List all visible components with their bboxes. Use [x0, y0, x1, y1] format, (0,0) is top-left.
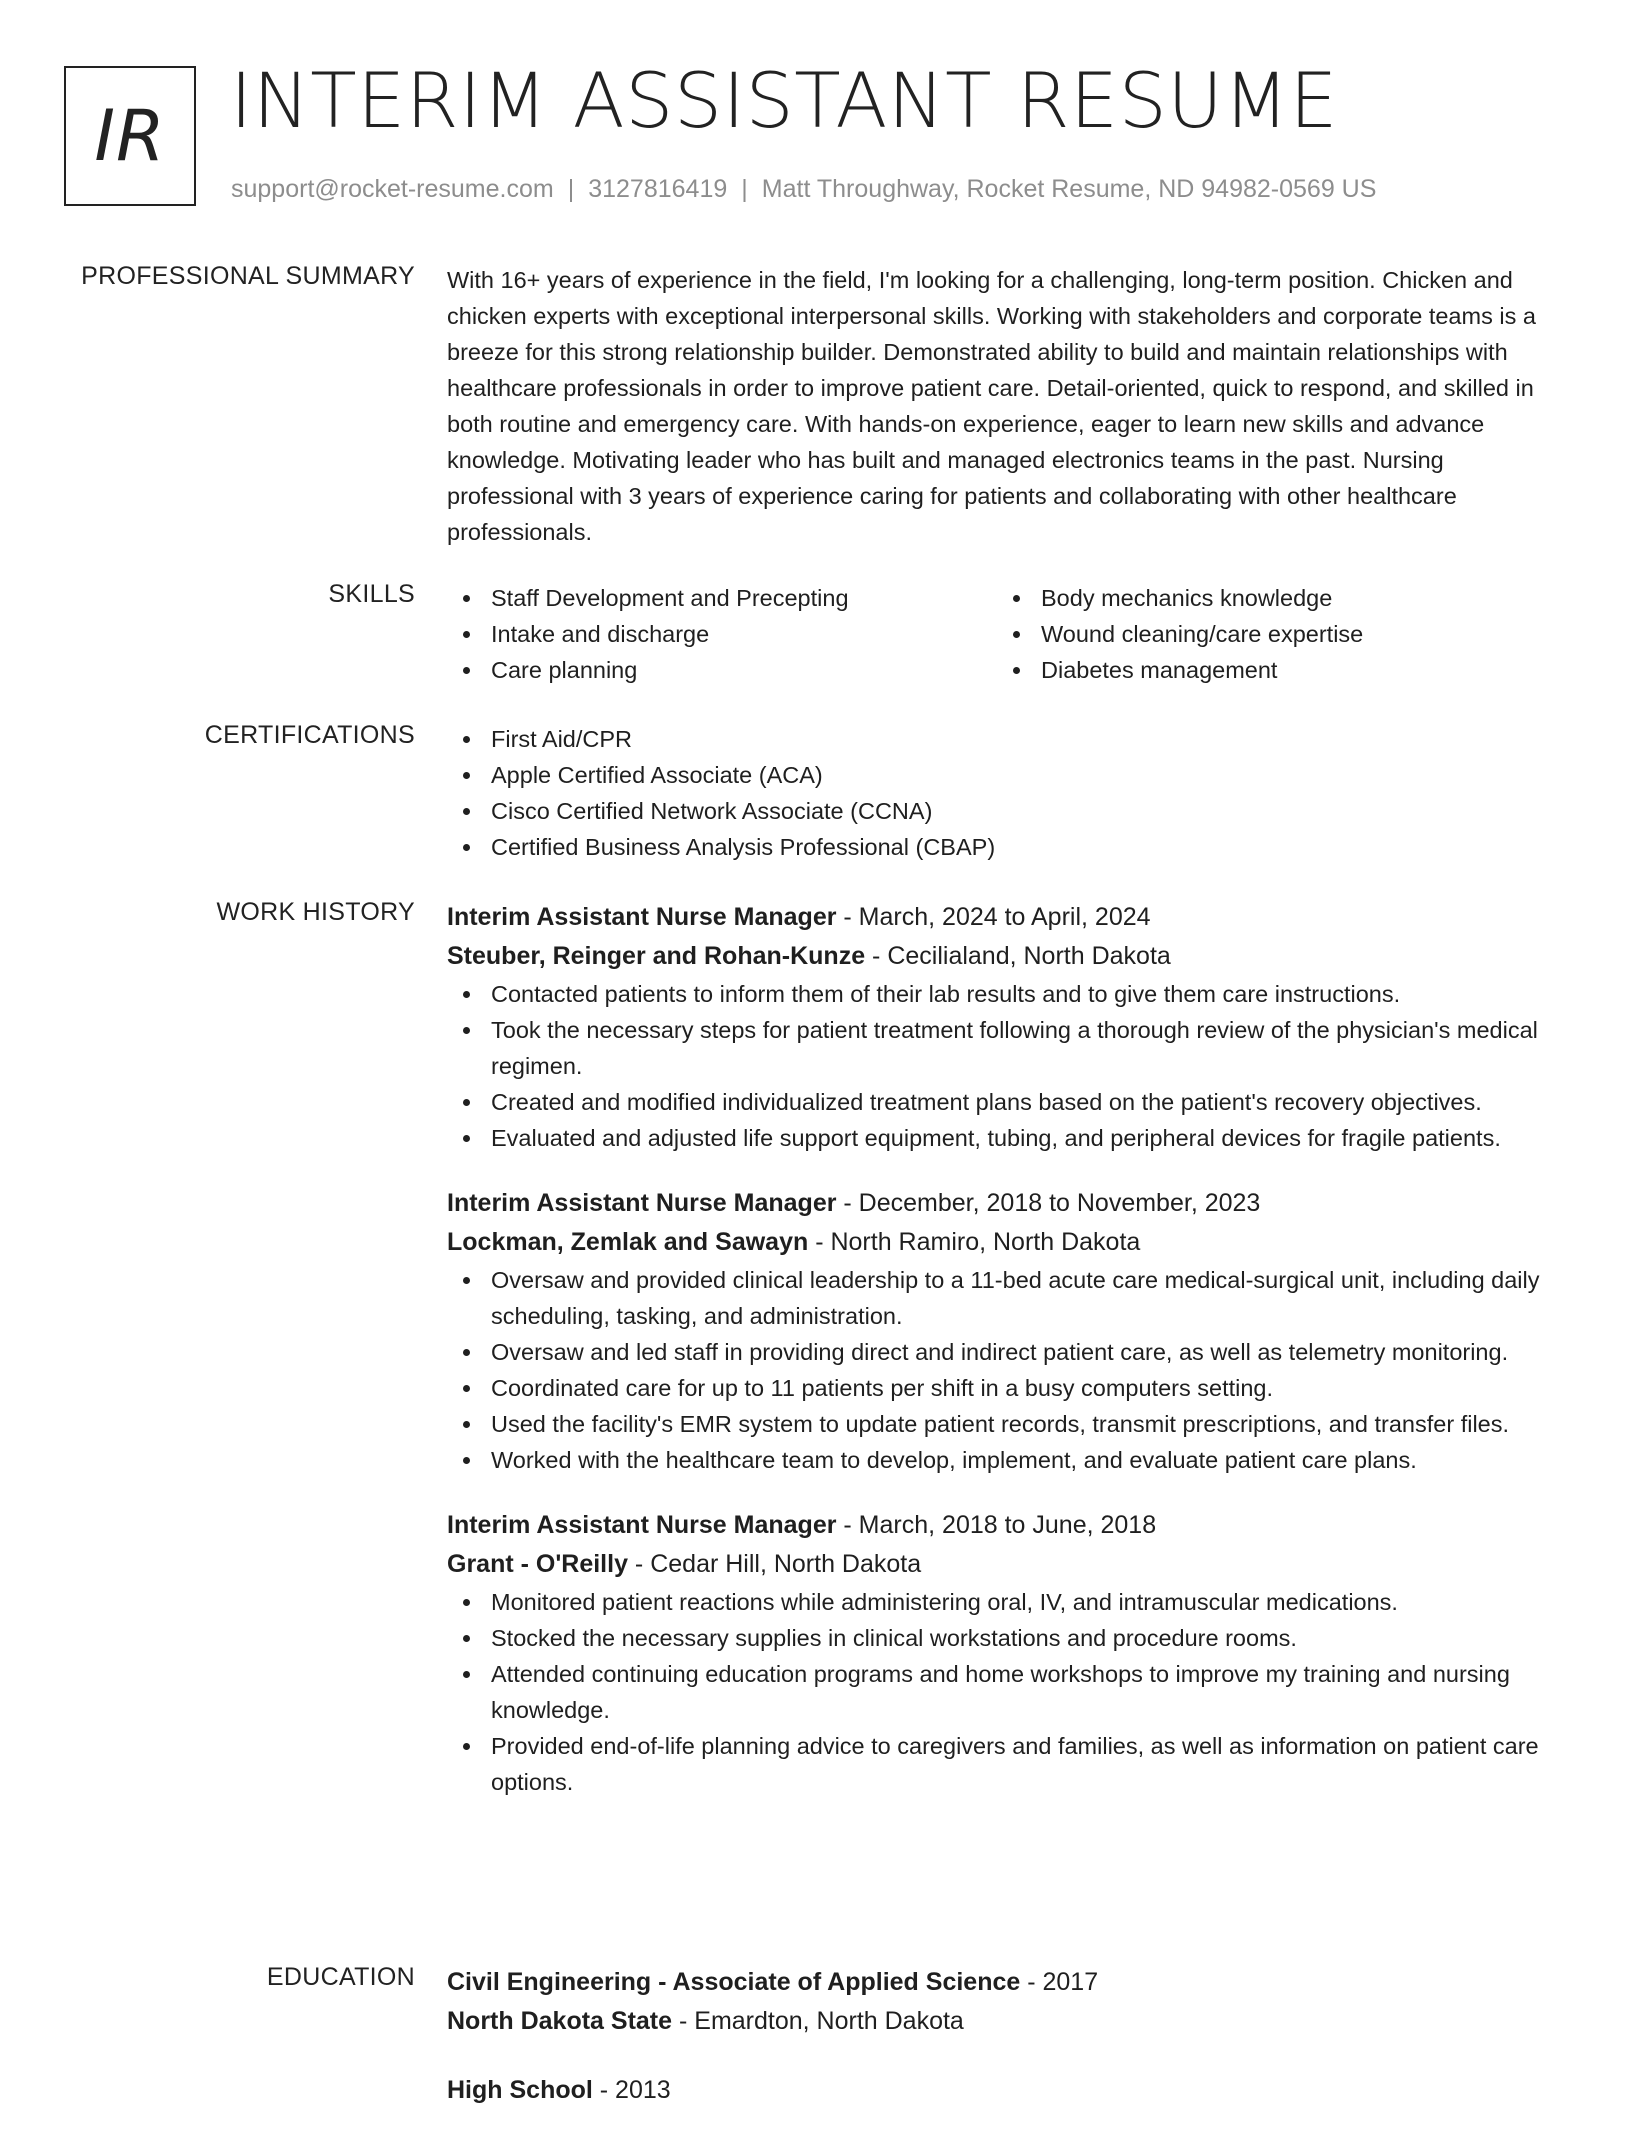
duty-item — [447, 1334, 1567, 1370]
contact-line — [231, 175, 1376, 204]
job-location: - North Ramiro, North Dakota — [808, 1228, 1141, 1256]
education-location: - Emardton, North Dakota — [672, 2007, 964, 2035]
duty-item — [447, 1584, 1567, 1620]
skill-item — [447, 616, 997, 652]
bullet-dot — [463, 631, 470, 638]
certification-text: First Aid/CPR — [491, 726, 633, 752]
education-school-line — [447, 2002, 1567, 2041]
duty-text: Took the necessary steps for patient treatment following a thorough review of the physician's medical regimen. — [491, 1017, 1538, 1079]
job-dates: - March, 2018 to June, 2018 — [836, 1511, 1157, 1539]
contact-email: support@rocket-resume.com — [231, 175, 554, 203]
skill-text: Wound cleaning/care expertise — [1041, 621, 1364, 647]
bullet-dot — [463, 1385, 470, 1392]
job-title-line — [447, 1184, 1567, 1223]
job-title: Interim Assistant Nurse Manager — [447, 1189, 837, 1217]
skills-body — [447, 580, 1567, 688]
job-company-line — [447, 1223, 1567, 1262]
duty-item — [447, 1262, 1567, 1334]
education-degree: Civil Engineering - Associate of Applied Science — [447, 1968, 1021, 1996]
job-entry — [447, 1184, 1567, 1478]
bullet-dot — [463, 1099, 470, 1106]
duty-item — [447, 1406, 1567, 1442]
duty-item — [447, 1370, 1567, 1406]
bullet-dot — [463, 1135, 470, 1142]
bullet-dot — [1013, 631, 1020, 638]
job-company: Lockman, Zemlak and Sawayn — [447, 1228, 809, 1256]
duty-item — [447, 1012, 1567, 1084]
bullet-dot — [463, 1599, 470, 1606]
job-duties — [447, 1262, 1567, 1478]
bullet-dot — [463, 1457, 470, 1464]
job-location: - Cedar Hill, North Dakota — [627, 1550, 922, 1578]
certification-item — [447, 721, 1567, 757]
duty-text: Attended continuing education programs and home workshops to improve my training and nursing knowledge. — [491, 1661, 1510, 1723]
contact-phone: 3127816419 — [588, 175, 728, 203]
job-duties — [447, 1584, 1567, 1800]
contact-separator: | — [567, 175, 575, 203]
bullet-dot — [463, 1277, 470, 1284]
bullet-dot — [463, 772, 470, 779]
duty-text: Provided end-of-life planning advice to caregivers and families, as well as information on patient care options. — [491, 1733, 1539, 1795]
monogram-initials: IR — [94, 95, 166, 177]
skill-item — [997, 580, 1547, 616]
duty-text: Evaluated and adjusted life support equipment, tubing, and peripheral devices for fragile patients. — [491, 1125, 1501, 1151]
duty-item — [447, 1728, 1567, 1800]
job-company: Grant - O'Reilly — [447, 1550, 628, 1578]
bullet-dot — [463, 1421, 470, 1428]
certifications-body — [447, 721, 1567, 865]
bullet-dot — [463, 991, 470, 998]
duty-text: Stocked the necessary supplies in clinical workstations and procedure rooms. — [491, 1625, 1297, 1651]
bullet-dot — [463, 736, 470, 743]
duty-text: Coordinated care for up to 11 patients per shift in a busy computers setting. — [491, 1375, 1274, 1401]
summary-body — [447, 262, 1567, 550]
job-title-line — [447, 1506, 1567, 1545]
education-entry — [447, 2071, 1567, 2110]
job-entry — [447, 1506, 1567, 1800]
duty-item — [447, 1120, 1567, 1156]
skills-list-left — [447, 580, 997, 688]
duty-text: Oversaw and led staff in providing direct and indirect patient care, as well as telemetry monitoring. — [491, 1339, 1509, 1365]
duty-text: Used the facility's EMR system to update patient records, transmit prescriptions, and transfer files. — [491, 1411, 1510, 1437]
job-location: - Cecilialand, North Dakota — [865, 942, 1171, 970]
job-company: Steuber, Reinger and Rohan-Kunze — [447, 942, 866, 970]
bullet-dot — [463, 808, 470, 815]
skill-text: Diabetes management — [1041, 657, 1278, 683]
education-degree-line — [447, 2071, 1567, 2110]
skill-text: Intake and discharge — [491, 621, 710, 647]
bullet-dot — [463, 595, 470, 602]
contact-address: Matt Throughway, Rocket Resume, ND 94982-0569 US — [761, 175, 1377, 203]
certification-item — [447, 829, 1567, 865]
bullet-dot — [463, 667, 470, 674]
bullet-dot — [463, 1027, 470, 1034]
job-dates: - December, 2018 to November, 2023 — [836, 1189, 1261, 1217]
monogram-box — [64, 66, 196, 206]
duty-item — [447, 976, 1567, 1012]
education-year: - 2013 — [592, 2076, 671, 2104]
certification-text: Cisco Certified Network Associate (CCNA) — [491, 798, 933, 824]
duty-item — [447, 1620, 1567, 1656]
education-body — [447, 1963, 1567, 2140]
bullet-dot — [463, 844, 470, 851]
job-title-line — [447, 898, 1567, 937]
bullet-dot — [463, 1671, 470, 1678]
bullet-dot — [463, 1349, 470, 1356]
summary-text: With 16+ years of experience in the field, I'm looking for a challenging, long-term position. Chicken and chicken experts with exceptional interpersonal skills. Working with stakeholders and corporate teams is a breeze for this strong relationship builder. Demonstrated ability to build and maintain relationships with healthcare professionals in order to improve patient care. Detail-oriented, quick to respond, and skilled in both routine and emergency care. With hands-on experience, eager to learn new skills and advance knowledge. Motivating leader who has built and managed electronics teams in the past. Nursing professional with 3 years of experience caring for patients and collaborating with other healthcare professionals. — [447, 267, 1536, 545]
education-entry — [447, 1963, 1567, 2041]
bullet-dot — [463, 1635, 470, 1642]
job-company-line — [447, 1545, 1567, 1584]
duty-item — [447, 1656, 1567, 1728]
job-title: Interim Assistant Nurse Manager — [447, 903, 837, 931]
skill-item — [997, 652, 1547, 688]
certification-item — [447, 757, 1567, 793]
job-title: Interim Assistant Nurse Manager — [447, 1511, 837, 1539]
skill-item — [447, 580, 997, 616]
education-degree: High School — [447, 2076, 593, 2104]
work-history-body — [447, 898, 1567, 1828]
section-label-skills: SKILLS — [328, 580, 415, 608]
section-label-education: EDUCATION — [266, 1963, 415, 1991]
duty-item — [447, 1442, 1567, 1478]
skill-text: Care planning — [491, 657, 638, 683]
resume-title: INTERIM ASSISTANT RESUME — [230, 56, 1339, 145]
bullet-dot — [1013, 667, 1020, 674]
skill-text: Body mechanics knowledge — [1041, 585, 1333, 611]
job-dates: - March, 2024 to April, 2024 — [836, 903, 1151, 931]
education-school: North Dakota State — [447, 2007, 673, 2035]
education-year: - 2017 — [1020, 1968, 1099, 1996]
contact-separator: | — [741, 175, 748, 203]
skill-item — [997, 616, 1547, 652]
duty-item — [447, 1084, 1567, 1120]
certification-item — [447, 793, 1567, 829]
skills-list-right — [997, 580, 1547, 688]
duty-text: Contacted patients to inform them of their lab results and to give them care instructions. — [491, 981, 1401, 1007]
bullet-dot — [1013, 595, 1020, 602]
job-entry — [447, 898, 1567, 1156]
bullet-dot — [463, 1743, 470, 1750]
section-label-summary: PROFESSIONAL SUMMARY — [81, 262, 415, 290]
certification-text: Apple Certified Associate (ACA) — [491, 762, 823, 788]
certifications-list — [447, 721, 1567, 865]
section-label-certifications: CERTIFICATIONS — [204, 721, 415, 749]
duty-text: Created and modified individualized treatment plans based on the patient's recovery objectives. — [491, 1089, 1482, 1115]
section-label-work-history: WORK HISTORY — [216, 898, 415, 926]
skill-item — [447, 652, 997, 688]
job-company-line — [447, 937, 1567, 976]
education-degree-line — [447, 1963, 1567, 2002]
job-duties — [447, 976, 1567, 1156]
skill-text: Staff Development and Precepting — [491, 585, 849, 611]
certification-text: Certified Business Analysis Professional (CBAP) — [491, 834, 996, 860]
duty-text: Oversaw and provided clinical leadership to a 11-bed acute care medical-surgical unit, including daily scheduling, tasking, and administration. — [491, 1267, 1540, 1329]
duty-text: Monitored patient reactions while administering oral, IV, and intramuscular medications. — [491, 1589, 1398, 1615]
duty-text: Worked with the healthcare team to develop, implement, and evaluate patient care plans. — [491, 1447, 1417, 1473]
